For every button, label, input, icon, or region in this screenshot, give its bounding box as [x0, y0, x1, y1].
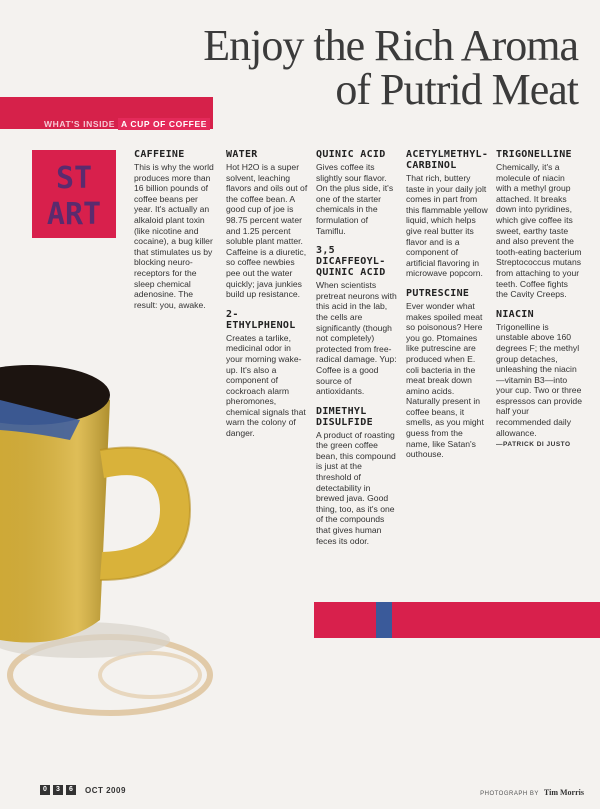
niacin-body: [496, 322, 582, 451]
accent-blue-notch: [376, 602, 392, 638]
start-badge: [32, 150, 116, 238]
dicaffeoyl-title: 3,5 DICAFFEOYL-QUINIC ACID: [316, 245, 386, 279]
putrescine-body: Ever wonder what makes spoiled meat so poisonous? Here you go. Ptomaines like putrescine are produced when E. coli bacteria in the meat break down amino acids. Naturally present in coffee beans, it smells, as you might guess from the name, like Satan's outhouse.: [406, 300, 484, 460]
trigonelline-title: TRIGONELLINE: [496, 149, 572, 160]
acetyl-title: ACETYLMETHYL-CARBINOL: [406, 149, 489, 171]
headline-line-2: of Putrid Meat: [335, 65, 578, 114]
ethylphenol-body: Creates a tarlike, medicinal odor in your morning wake-up. It's also a component of cockroach alarm pheromones, chemical signals that warn the colony of danger.: [226, 332, 306, 439]
ethylphenol-title: 2-ETHYLPHENOL: [226, 308, 296, 331]
niacin-title: NIACIN: [496, 308, 534, 320]
putrescine-title: PUTRESCINE: [406, 287, 470, 299]
coffee-cup-image: [0, 340, 300, 760]
trigonelline-body: Chemically, it's a molecule of niacin with a methyl group attached. It breaks down into pyridines, which give coffee its sweet, earthy taste and also prevent the tooth-eating bacterium Streptococcus mutans from attaching to your teeth. Coffee fights the Cavity Creeps.: [496, 162, 582, 300]
page-footer: [40, 785, 126, 795]
author-credit: —PATRICK DI JUSTO: [496, 441, 571, 449]
page-digit-3: 6: [66, 785, 76, 795]
column-5: [496, 149, 582, 460]
dicaffeoyl-body: When scientists pretreat neurons with this acid in the lab, the cells are significantly (though not completely) protected from free-radical damage. Yup: Coffee is a good source of antioxidants.: [316, 280, 397, 397]
photographer-name: Tim Morris: [543, 788, 584, 797]
page-digit-2: 3: [53, 785, 63, 795]
issue-date: OCT 2009: [85, 785, 126, 795]
caffeine-body: This is why the world produces more than 16 billion pounds of coffee beans per year. It's actually an alkaloid plant toxin (like nicotine and cocaine), a bug killer that stimulates us by blocking neuro-receptors for the sleep chemical adenosine. The result: you, awake.: [134, 162, 214, 310]
section-kicker: [44, 119, 210, 129]
photo-credit-label: PHOTOGRAPH BY: [480, 791, 539, 797]
dimethyl-title: DIMETHYL DISULFIDE: [316, 405, 373, 428]
accent-red-bar: [314, 602, 600, 638]
badge-line-2: ART: [46, 197, 102, 232]
headline-line-1: Enjoy the Rich Aroma: [203, 21, 578, 70]
water-body: Hot H2O is a super solvent, leaching flavors and oils out of the coffee bean. A good cup of joe is 98.75 percent water and 1.25 percent soluble plant matter. Caffeine is a diuretic, so coffee newbies pee out the water quickly; java junkies build up resistance.: [226, 162, 308, 300]
water-title: WATER: [226, 149, 258, 160]
quinic-title: QUINIC ACID: [316, 149, 386, 160]
badge-line-1: ST: [55, 161, 93, 196]
kicker-part-1: WHAT'S INSIDE: [44, 119, 116, 129]
caffeine-title: CAFFEINE: [134, 149, 185, 160]
acetyl-body: That rich, buttery taste in your daily jolt comes in part from this flammable yellow liquid, which helps give real butter its flavor and is a component of artificial flavoring in microwave popcorn.: [406, 173, 488, 279]
page-digit-1: 0: [40, 785, 50, 795]
column-3: [316, 149, 398, 555]
niacin-body-text: Trigonelline is unstable above 160 degrees F; the methyl group detaches, unleashing the niacin—vitamin B3—into your cup. Two or three espressos can provide half your recommended daily allowance.: [496, 321, 582, 438]
photo-credit: [480, 788, 584, 797]
column-4: [406, 149, 488, 469]
kicker-part-2: A CUP OF COFFEE: [118, 118, 210, 130]
quinic-body: Gives coffee its slightly sour flavor. On the plus side, it's one of the starter chemicals in the formulation of Tamiflu.: [316, 162, 394, 236]
dimethyl-body: A product of roasting the green coffee bean, this compound is just at the threshold of detectability in brewed java. Good thing, too, as it's one of the compounds that gives human feces its odor.: [316, 429, 396, 546]
column-1: [134, 149, 216, 319]
